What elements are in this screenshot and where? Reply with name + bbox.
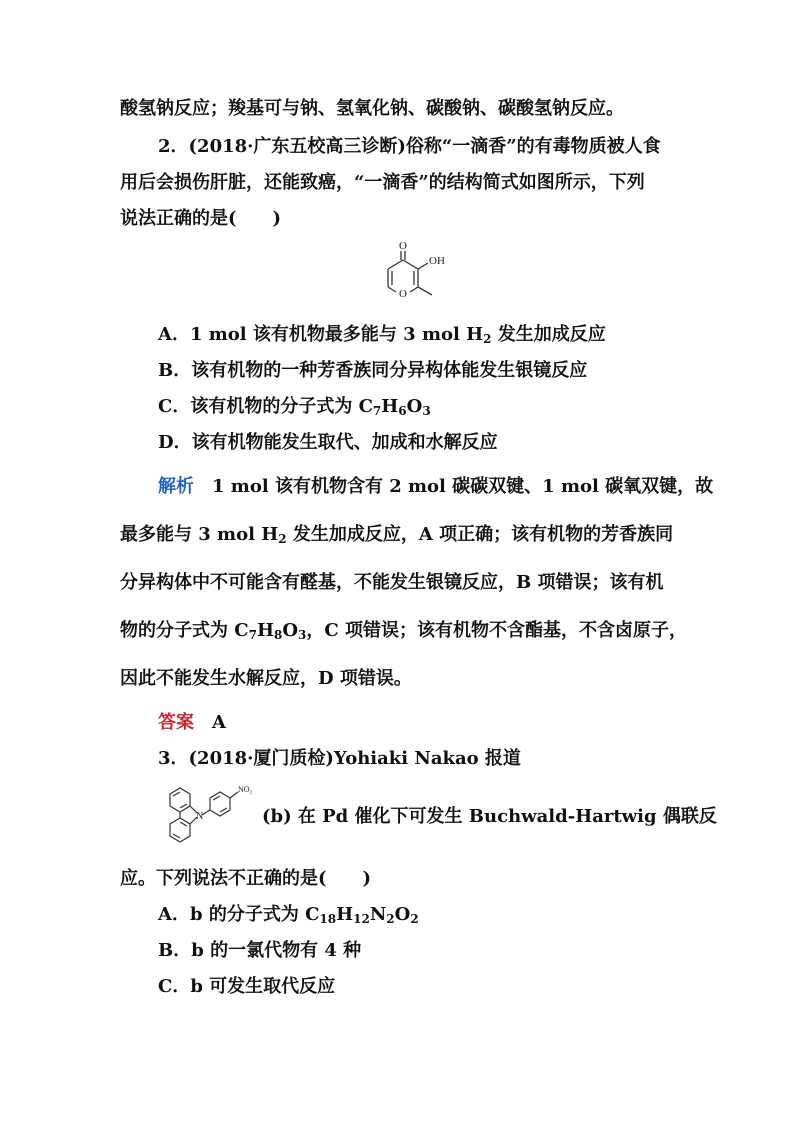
q3-stem-inline: (b) 在 Pd 催化下可发生 Buchwald-Hartwig 偶联反: [262, 806, 717, 827]
q2-answer: [158, 710, 226, 736]
q3-structure-diagram: [152, 780, 258, 852]
bond: [213, 796, 220, 800]
q2-structure-diagram: [374, 238, 460, 310]
q2-option-a: A．1 mol 该有机物最多能与 3 mol $H_2$ 发生加成反应: [158, 324, 606, 346]
q2-stem-line3: 说法正确的是( ): [120, 208, 282, 229]
bond: [410, 287, 418, 292]
q3-option-c: C．b 可发生取代反应: [158, 976, 336, 997]
atom-label-n: N: [196, 811, 204, 822]
ring-phenyl: [210, 792, 230, 816]
bond: [388, 287, 396, 292]
answer-value: A: [212, 712, 226, 733]
q2-analysis-line1: 解析 1 mol 该有机物含有 2 mol 碳碳双键、1 mol 碳氧双键，故: [158, 476, 714, 497]
analysis-label: 解析: [158, 476, 194, 497]
ring-left-top: [170, 788, 190, 812]
bond: [180, 822, 187, 826]
bond: [180, 804, 187, 808]
bond: [418, 287, 432, 295]
q3-stem-line1: 3．(2018·厦门质检)Yohiaki Nakao 报道: [158, 748, 521, 769]
answer-label: 答案: [158, 712, 194, 733]
q3-option-a: A．b 的分子式为 $C_{18}H_{12}N_2O_2$: [158, 904, 419, 926]
bond: [220, 808, 227, 812]
continuation-line: 酸氢钠反应；羧基可与钠、氢氧化钠、碳酸钠、碳酸氢钠反应。: [120, 98, 624, 119]
ring-left-bottom: [170, 818, 190, 842]
q2-option-b: B．该有机物的一种芳香族同分异构体能发生银镜反应: [158, 360, 588, 381]
bond: [388, 260, 403, 269]
bond: [230, 792, 238, 798]
q2-analysis-line4: 物的分子式为 $C_7H_8O_3$，C 项错误；该有机物不含酯基，不含卤原子，: [120, 620, 687, 642]
atom-label-oh: OH: [429, 255, 445, 267]
bond: [403, 260, 418, 269]
bond: [173, 834, 180, 838]
atom-label-o-carbonyl: O: [399, 240, 407, 252]
q3-option-b: B．b 的一氯代物有 4 种: [158, 940, 362, 961]
atom-label-o-ring: O: [399, 288, 407, 300]
q2-analysis-line2: 最多能与 3 mol $H_2$ 发生加成反应，A 项正确；该有机物的芳香族同: [120, 524, 674, 546]
q2-option-c: C．该有机物的分子式为 $C_7H_6O_3$: [158, 396, 431, 418]
atom-label-no2: NO₂: [238, 785, 253, 794]
bond: [173, 792, 180, 796]
q2-stem-line1: 2．(2018·广东五校高三诊断)俗称“一滴香”的有毒物质被人食: [158, 136, 661, 157]
q2-analysis-line5: 因此不能发生水解反应，D 项错误。: [120, 668, 412, 689]
q2-option-d: D．该有机物能发生取代、加成和水解反应: [158, 432, 498, 453]
q2-stem-line2: 用后会损伤肝脏，还能致癌，“一滴香”的结构简式如图所示，下列: [120, 172, 645, 193]
q3-stem-line2: 应。下列说法不正确的是( ): [120, 868, 372, 889]
bond: [418, 263, 428, 269]
q2-analysis-line3: 分异构体中不可能含有醛基，不能发生银镜反应，B 项错误；该有机: [120, 572, 664, 593]
